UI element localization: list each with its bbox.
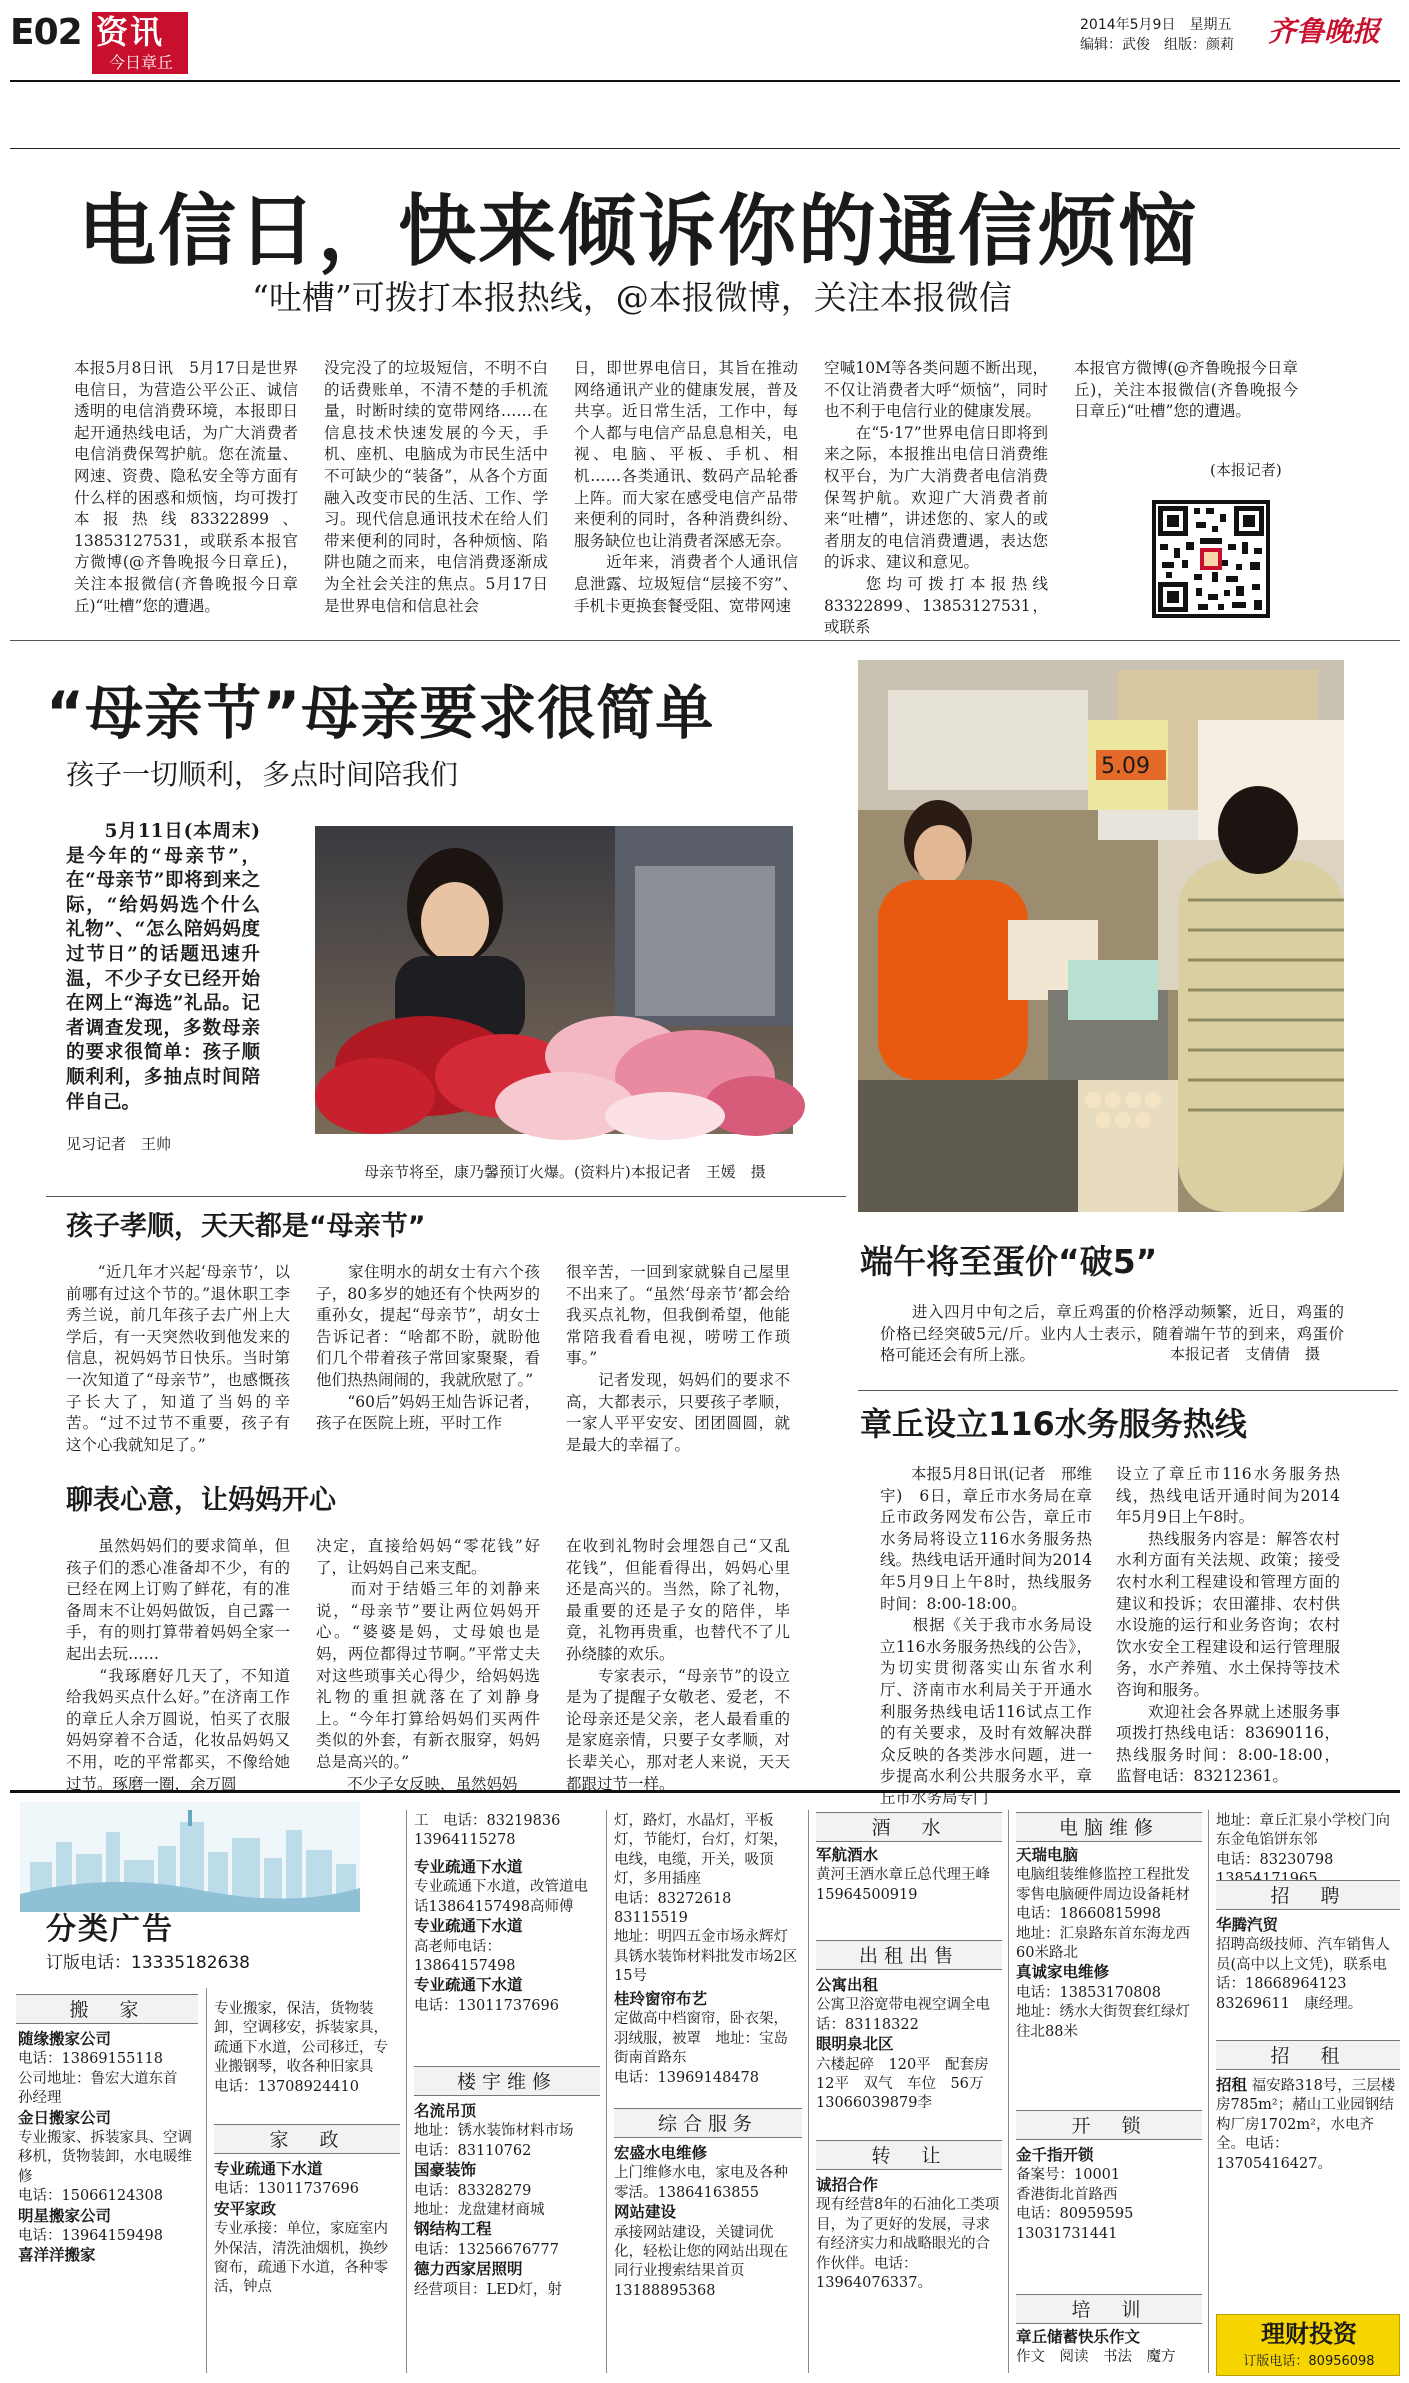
ad-text: 现有经营8年的石油化工类项目，为了更好的发展，寻求有经济实力和战略眼光的合作伙伴。电话：13964076337。 (816, 2197, 1000, 2292)
ad-title: 专业疏通下水道 (414, 1858, 523, 1876)
story2-subhead: 孩子一切顺利，多点时间陪我们 (66, 758, 459, 791)
header-editors: 编辑：武俊 组版：颜莉 (1080, 37, 1234, 53)
ad-text: 定做高中档窗帘，卧衣架，羽绒服，被罩 地址：宝岛街南首路东 电话：13969148478 (614, 2011, 788, 2086)
ad-text: 电话：13964159498 (18, 2228, 163, 2245)
classified-column-2 (214, 2160, 400, 2375)
story2-mid-rule (46, 1196, 846, 1197)
classified-head-computer-repair: 电脑维修 (1016, 1812, 1202, 1842)
ad-title: 明星搬家公司 (18, 2206, 112, 2225)
header-rule-2 (10, 148, 1400, 149)
ad-text: 电话：83328279 地址：龙盘建材商城 (414, 2182, 545, 2219)
ad-text: 高老师电话：13864157498 (414, 1938, 516, 1975)
classified-head-for-rent: 招 租 (1216, 2040, 1400, 2070)
ad-title: 喜洋洋搬家 (18, 2246, 96, 2265)
story1-byline: (本报记者) (1210, 461, 1282, 479)
classified-title: 分类广告 (46, 1912, 174, 1947)
ad-title: 华腾汽贸 (1216, 1916, 1279, 1934)
classified-column-6c (1016, 2328, 1202, 2376)
classified-column-3a (414, 1858, 600, 2020)
classified-top-rule (10, 1790, 1400, 1793)
finance-ad-box (1216, 2314, 1400, 2376)
classified-head-rent-sale: 出租出售 (816, 1940, 1002, 1970)
story2-section1-title: 孩子孝顺，天天都是“母亲节” (66, 1211, 426, 1242)
story2-s2-column-2: 决定，直接给妈妈“零花钱”好了，让妈妈自己来支配。 而对于结婚三年的刘静来说，“母亲节”要让两位妈妈开心。“婆婆是妈，丈母娘也是妈，两位都得过节啊。”平常丈夫对这些琐事关心得少，给妈妈选礼物的重担就落在了刘静身上。“今年打算给妈妈们买两件类似的外套，有新衣服穿，妈妈总是高兴的。” 不少子女反映，虽然妈妈 (316, 1537, 540, 1793)
story2-s1-column-3: 很辛苦，一回到家就躲自己屋里不出来了。“虽然‘母亲节’都会给我买点礼物，但我倒希望，他能常陪我看看电视，唠唠工作琐事。” 记者发现，妈妈们的要求不高，大都表示，只要孩子孝顺，一家人平平安安、团团圆圆，就是最大的幸福了。 (566, 1263, 790, 1454)
classified-column-7b (1216, 2076, 1400, 2196)
classified-column-7a (1216, 1916, 1400, 2048)
ad-title: 天瑞电脑 (1016, 1846, 1079, 1864)
ad-title: 金千指开锁 (1016, 2146, 1094, 2164)
ad-title: 真诚家电维修 (1016, 1963, 1110, 1982)
classified-column-4b (614, 2144, 802, 2375)
classified-column-5b (816, 1976, 1002, 2146)
classified-column-3b (414, 2102, 600, 2375)
classified-head-training: 培 训 (1016, 2294, 1202, 2324)
story1-column-1: 本报5月8日讯 5月17日是世界电信日，为营造公平公正、诚信透明的电信消费环境，本报即日起开通热线电话，为广大消费者电信消费保驾护航。您在流量、网速、资费、隐私安全等方面有什么样的困惑和烦恼，均可拨打本报热线83322899、13853127531，或联系本报官方微博(@齐鲁晚报今日章丘)，关注本报微信(齐鲁晚报今日章丘)“吐槽”您的遭遇。 (74, 359, 298, 615)
ad-title: 诚招合作 (816, 2176, 879, 2194)
story3-body: 进入四月中旬之后，章丘鸡蛋的价格浮动频繁，近日，鸡蛋的价格已经突破5元/斤。业内人士表示，随着端午节的到来，鸡蛋价格可能还会有所上涨。 (880, 1303, 1344, 1365)
story2-reporter: 见习记者 王帅 (66, 1135, 172, 1153)
ad-text: 福安路318号，三层楼房785m²；赭山工业园钢结构厂房1702m²，水电齐全。电话：13705416427。 (1216, 2078, 1396, 2172)
ad-text: 电话：13011737696 (414, 1997, 559, 2014)
ad-text: 专业承接：单位，家庭室内外保洁，清洗油烟机，换纱窗布，疏通下水道，各种零活，钟点 (214, 2221, 388, 2296)
ad-title: 宏盛水电维修 (614, 2144, 708, 2162)
ad-title: 招租 (1216, 2076, 1248, 2094)
story1-headline: 电信日，快来倾诉你的通信烦恼 (78, 187, 1199, 277)
story1-bottom-rule (10, 640, 1400, 641)
story2-s1-column-2: 家住明水的胡女士有六个孩子，80多岁的她还有个快两岁的重孙女，提起“母亲节”，胡女士告诉记者：“啥都不盼，就盼他们几个带着孩子常回家聚聚，看他们热热闹闹的，我就欣慰了。” “60后”妈妈王灿告诉记者，孩子在医院上班，平时工作 (316, 1263, 540, 1433)
ad-text: 专业搬家、拆装家具、空调移机，货物装卸，水电暖维修 电话：15066124308 (18, 2130, 192, 2205)
ad-text: 承接网站建设，关键词优化，轻松让您的网站出现在同行业搜索结果首页 13188895368 (614, 2224, 788, 2299)
ad-title: 国豪装饰 (414, 2161, 477, 2180)
ad-text: 公寓卫浴宽带电视空调全电话：83118322 (816, 1997, 990, 2033)
story3-bottom-rule (858, 1390, 1398, 1391)
ad-text: 电脑组装维修监控工程批发零售电脑硬件周边设备耗材 电话：18660815998 地址：汇泉路东首东海龙西60米路北 (1016, 1867, 1190, 1962)
classified-column-4a (614, 1990, 802, 2106)
paper-logo: 齐鲁晚报 (1268, 15, 1381, 48)
story3-byline: 本报记者 支倩倩 摄 (1170, 1345, 1321, 1363)
ad-title: 章丘储蓄快乐作文 (1016, 2328, 1141, 2346)
flowers-photo-caption: 母亲节将至，康乃馨预订火爆。(资料片)本报记者 王媛 摄 (364, 1163, 766, 1181)
ad-title: 网站建设 (614, 2203, 677, 2222)
ad-title: 名流吊顶 (414, 2102, 477, 2120)
ad-text: 电话：13853170808 地址：绣水大街贺套红绿灯往北88米 (1016, 1984, 1190, 2040)
classified-head-general-services: 综合服务 (614, 2108, 802, 2138)
ad-text: 专业疏通下水道，改管道电话13864157498高师傅 (414, 1879, 588, 1915)
ad-text: 六楼起碎 120平 配套房12平 双气 车位 56万 13066039879李 (816, 2056, 998, 2112)
classified-column-1 (18, 2030, 200, 2375)
ad-title: 随缘搬家公司 (18, 2030, 112, 2048)
story2-s2-column-1: 虽然妈妈们的要求简单，但孩子们的悉心准备却不少，有的已经在网上订购了鲜花，有的准备周末不让妈妈做饭，自己露一手，有的则打算带着妈妈全家一起出去玩…… “我琢磨好几天了，不知道给我妈买点什么好。”在济南工作的章丘人余万圆说，怕买了衣服妈妈穿着不合适，化妆品妈妈又不用，吃的平常都买，不像给她过节。琢磨一圈，余万圆 (66, 1537, 290, 1793)
classified-column-3-top: 工 电话：83219836 13964115278 (414, 1813, 561, 1849)
classified-head-locksmith: 开 锁 (1016, 2110, 1202, 2140)
ad-title: 金日搬家公司 (18, 2108, 112, 2127)
story1-column-5: 本报官方微博(@齐鲁晚报今日章丘)，关注本报微信(齐鲁晚报今日章丘)“吐槽”您的遭遇。 (1074, 359, 1298, 421)
story1-column-3: 日，即世界电信日，其旨在推动网络通讯产业的健康发展，普及共享。近日常生活，工作中，每个人都与电信产品息息相关，电视、电脑、平板、手机、相机……各类通讯、数码产品轮番上阵。而大家在感受电信产品带来便利的同时，各种消费纠纷、服务缺位也让消费者深感无奈。 近年来，消费者个人通讯信息泄露、垃圾短信“层接不穷”、手机卡更换套餐受阻、宽带网速 (574, 359, 798, 615)
ad-text: 招聘高级技师、汽车销售人员(高中以上文凭)，联系电话：18668964123 83269611 康经理。 (1216, 1937, 1390, 2012)
classified-head-liquor: 酒 水 (816, 1812, 1002, 1842)
classified-phone: 订版电话：13335182638 (46, 1953, 250, 1973)
ad-text: 地址：锈水装饰材料市场 电话：83110762 (414, 2123, 588, 2159)
ad-text: 电话：13869155118 公司地址：鲁宏大道东首 孙经理 (18, 2051, 178, 2107)
classified-column-7-top: 地址：章丘汇泉小学校门向东金龟馅饼东邻 电话：83230798 (1216, 1813, 1390, 1868)
classified-head-housekeeping: 家 政 (214, 2124, 400, 2154)
classified-column-2-top: 专业搬家，保洁，货物装卸，空调移安，拆装家具，疏通下水道，公司移迁，专业搬钢琴，收各种旧家具 电话：13708924410 (214, 2001, 388, 2095)
story2-s2-column-3: 在收到礼物时会埋怨自己“又乱花钱”，但能看得出，妈妈心里还是高兴的。当然，除了礼物，最重要的还是子女的陪伴，毕竟，礼物再贵重，也替代不了儿孙绕膝的欢乐。 专家表示，“母亲节”的设立是为了提醒子女敬老、爱老，不论母亲还是父亲，老人最看重的是家庭亲情，只要子女孝顺，对长辈关心，那对老人来说，天天都跟过节一样。 (566, 1537, 790, 1793)
egg-shop-photo (858, 660, 1344, 1212)
finance-ad-title: 理财投资 (1261, 2320, 1357, 2348)
ad-title: 公寓出租 (816, 1976, 879, 1994)
ad-text: 电话：13256676777 (414, 2241, 559, 2258)
story4-headline: 章丘设立116水务服务热线 (860, 1405, 1247, 1443)
story4-column-2: 设立了章丘市116水务服务热线，热线电话开通时间为2014年5月9日上午8时。 热线服务内容是：解答农村水利方面有关法规、政策；接受农村水利工程建设和管理方面的建议和投诉；农田灌排、农村供水设施的运行和业务咨询；农村饮水安全工程建设和运行管理服务，水产养殖、水土保持等技术咨询和服务。 欢迎社会各界就上述服务事项拨打热线电话：83690116，热线服务时间：8:00-18:00，监督电话：83212361。 (1116, 1465, 1340, 1786)
flowers-photo (315, 826, 793, 1134)
ad-text: 经营项目：LED灯，射 (414, 2281, 562, 2298)
qr-code-image (1152, 500, 1270, 618)
ad-title: 德力西家居照明 (414, 2260, 523, 2279)
story3-headline: 端午将至蛋价“破5” (860, 1242, 1158, 1281)
section-title: 资讯 (96, 13, 165, 51)
classified-column-5c (816, 2176, 1002, 2375)
classified-head-transfer: 转 让 (816, 2140, 1002, 2170)
header-date: 2014年5月9日 星期五 (1080, 17, 1232, 33)
header-rule (10, 80, 1400, 82)
story2-headline: “母亲节”母亲要求很简单 (46, 679, 715, 747)
ad-text: 备案号：10001 香港街北首路西 电话：80959595 13031731441 (1016, 2167, 1134, 2242)
egg-price-sign: 5.09 (1101, 754, 1150, 779)
story1-column-4: 空喊10M等各类问题不断出现，不仅让消费者大呼“烦恼”，同时也不利于电信行业的健康发展。 在“5·17”世界电信日即将到来之际，本报推出电信日消费维权平台，为广大消费者电信消费保驾护航。欢迎广大消费者前来“吐槽”，讲述您的、家人的或者朋友的电信消费遭遇，表达您的诉求、建议和意见。 您均可拨打本报热线83322899、13853127531，或联系 (824, 359, 1048, 637)
classified-head-moving: 搬 家 (16, 1994, 198, 2024)
story4-column-1: 本报5月8日讯(记者 邢维宇) 6日，章丘市水务局在章丘市政务网发布公告，章丘市水务局将设立116水务服务热线。热线电话开通时间为2014年5月9日上午8时，热线服务时间：8:00-18:00。 根据《关于我市水务局设立116水务服务热线的公告》，为切实贯彻落实山东省水利厅、济南市水利局关于开通水利服务热线电话116试点工作的有关要求，及时有效解决群众反映的各类涉水问题，进一步提高水利公共服务水平，章丘市水务局专门 (880, 1465, 1092, 1807)
ad-title: 钢结构工程 (414, 2220, 492, 2239)
ad-title: 专业疏通下水道 (414, 1917, 523, 1936)
classified-skyline-image (20, 1802, 360, 1912)
classified-head-recruitment: 招 聘 (1216, 1880, 1400, 1910)
story2-s1-column-1: “近几年才兴起‘母亲节’，以前哪有过这个节的。”退休职工李秀兰说，前几年孩子去广州上大学后，有一天突然收到他发来的信息，祝妈妈节日快乐。当时第一次知道了“母亲节”，也感慨孩子长大了，知道了当妈的辛苦。“过不过节不重要，孩子有这个心我就知足了。” (66, 1263, 290, 1454)
classified-column-4-top: 灯，路灯，水晶灯，平板灯，节能灯，台灯，灯架，电线，电缆，开关，吸顶灯，多用插座 电话：83272618 83115519 地址：明四五金市场永辉灯具锈水装饰材料批发市场2区15号 (614, 1813, 798, 1985)
story2-lede: 5月11日(本周末)是今年的“母亲节”，在“母亲节”即将到来之际，“给妈妈选个什么礼物”、“怎么陪妈妈度过节日”的话题迅速升温，不少子女已经开始在网上“海选”礼品。记者调查发现，多数母亲的要求很简单：孩子顺顺利利，多抽点时间陪伴自己。 (66, 821, 260, 1113)
ad-title: 安平家政 (214, 2199, 277, 2218)
story1-column-2: 没完没了的垃圾短信，不明不白的话费账单，不清不楚的手机流量，时断时续的宽带网络……在信息技术快速发展的今天，手机、座机、电脑成为市民生活中不可缺少的“装备”，从各个方面融入改变市民的生活、工作、学习。现代信息通讯技术在给人们带来便利的同时，各种烦恼、陷阱也随之而来，电信消费逐渐成为全社会关注的焦点。5月17日是世界电信和信息社会 (324, 359, 548, 615)
ad-text: 黄河王酒水章丘总代理王峰 15964500919 (816, 1867, 1005, 1903)
ad-title: 军航酒水 (816, 1846, 879, 1864)
story2-section2-title: 聊表心意，让妈妈开心 (66, 1485, 336, 1516)
ad-text: 电话：13011737696 (214, 2181, 359, 2198)
ad-text: 作文 阅读 书法 魔方 (1016, 2349, 1176, 2366)
ad-title: 专业疏通下水道 (414, 1976, 523, 1995)
classified-head-building-repair: 楼宇维修 (414, 2066, 600, 2096)
story1-subhead: “吐槽”可拨打本报热线，@本报微博，关注本报微信 (252, 278, 1012, 317)
classified-column-5a (816, 1846, 1005, 1936)
page-code: E02 (10, 12, 82, 53)
classified-column-6b (1016, 2146, 1202, 2248)
ad-text: 上门维修水电，家电及各种零活。13864163855 (614, 2165, 788, 2201)
classified-column-6a (1016, 1846, 1202, 2110)
finance-ad-phone: 订版电话：80956098 (1243, 2354, 1375, 2369)
subsection-title: 今日章丘 (108, 53, 173, 72)
ad-title: 眼明泉北区 (816, 2035, 894, 2054)
ad-title: 专业疏通下水道 (214, 2160, 323, 2178)
ad-title: 桂玲窗帘布艺 (614, 1990, 708, 2008)
